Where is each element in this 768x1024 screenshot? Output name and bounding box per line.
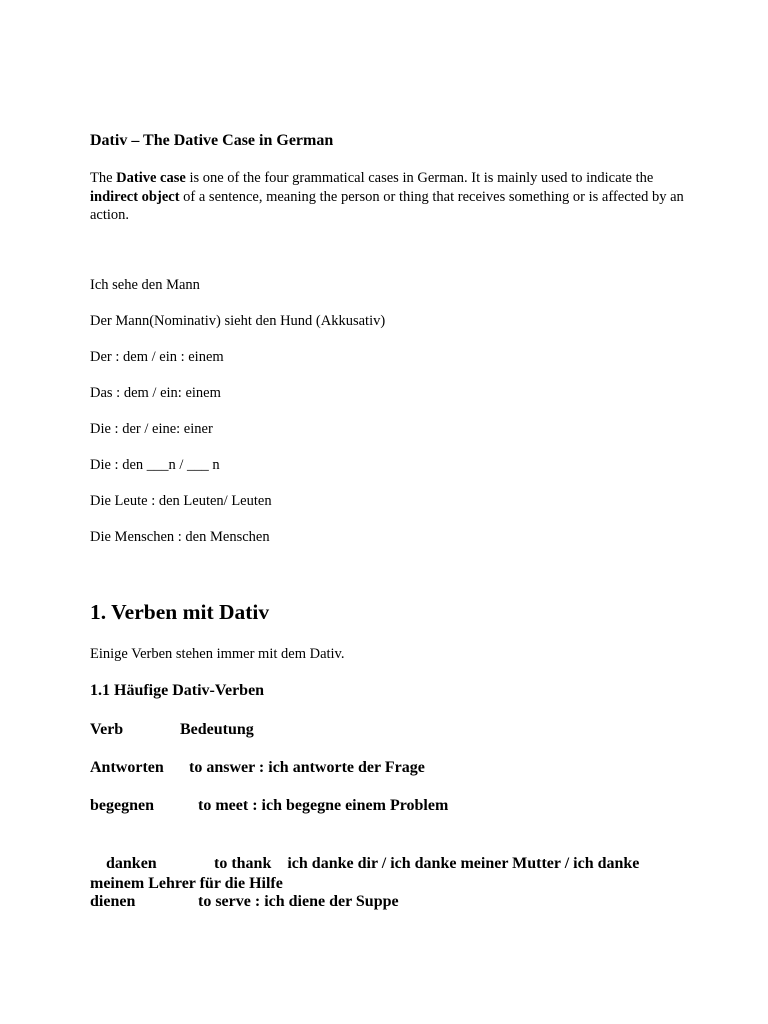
verb-meaning: to thank ich danke dir / ich danke meiner Mutter / ich danke meinem Lehrer für die Hilfe [90,855,644,892]
verb-term: danken [106,855,157,872]
intro-text-2: is one of the four grammatical cases in German. It is mainly used to indicate the [185,170,654,186]
example-line: Die Leute : den Leuten/ Leuten [90,493,272,509]
verb-meaning: to serve : ich diene der Suppe [198,893,399,910]
example-line: Der : dem / ein : einem [90,349,224,365]
verb-row [90,758,690,778]
verb-row [90,892,690,912]
example-line: Die : den ___n / ___ n [90,457,220,473]
example-line: Die Menschen : den Menschen [90,529,270,545]
example-line: Das : dem / ein: einem [90,385,221,401]
section-paragraph: Einige Verben stehen immer mit dem Dativ. [90,646,345,662]
intro-bold-dative-case: Dative case [116,170,186,186]
verb-meaning: to meet : ich begegne einem Problem [198,797,449,814]
example-line: Ich sehe den Mann [90,277,200,293]
subsection-heading: 1.1 Häufige Dativ-Verben [90,682,265,699]
verb-row [90,796,690,816]
intro-bold-indirect-object: indirect object [90,188,180,205]
example-line: Der Mann(Nominativ) sieht den Hund (Akkusativ) [90,313,386,329]
verb-term: dienen [90,893,136,910]
verb-meaning: to answer : ich antworte der Frage [189,759,425,776]
verb-term: Antworten [90,759,164,776]
example-line: Die : der / eine: einer [90,421,213,437]
document-title: Dativ – The Dative Case in German [90,132,334,149]
header-meaning: Bedeutung [180,721,254,738]
intro-text-3: of a sentence, meaning the person or thing that receives something or is affected by an action. [90,188,684,223]
intro-text-1: The [90,170,117,186]
section-heading: 1. Verben mit Dativ [90,600,270,624]
intro-paragraph [90,169,690,225]
verb-term: begegnen [90,797,154,814]
header-verb: Verb [90,721,124,738]
verb-table-header [90,720,690,740]
